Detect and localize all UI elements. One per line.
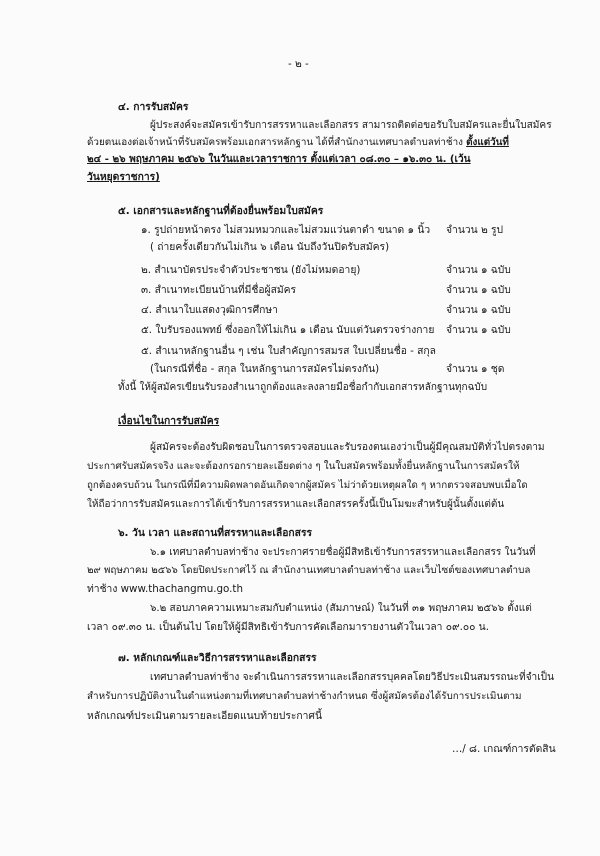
document-list-item: ๓. สำเนาทะเบียนบ้านที่มีชื่อผู้สมัคร bbox=[141, 284, 297, 296]
continuation-note: …/ ๘. เกณฑ์การตัดสิน bbox=[452, 743, 556, 755]
section-4-text: ด้วยตนเองต่อเจ้าหน้าที่รับสมัครพร้อมเอกสารหลักฐาน ได้ที่สำนักงานเทศบาลตำบลท่าช้าง bbox=[87, 137, 467, 148]
document-list-amount: จำนวน ๑ ชุด bbox=[446, 363, 505, 375]
section-7-paragraph-line: เทศบาลตำบลท่าช้าง จะดำเนินการสรรหาและเลือกสรรบุคคลโดยวิธีประเมินสมรรถนะที่จำเป็น bbox=[150, 672, 554, 683]
document-list-item: ๒. สำเนาบัตรประจำตัวประชาชน (ยังไม่หมดอายุ) bbox=[141, 264, 361, 276]
section-4-date-line: ๒๔ - ๒๖ พฤษภาคม ๒๕๖๖ ในวันและเวลาราชการ ตั้งแต่เวลา ๐๘.๓๐ – ๑๖.๓๐ น. (เว้น bbox=[87, 154, 471, 165]
section-4-date-line: วันหยุดราชการ) bbox=[87, 171, 160, 183]
section-4-paragraph-line bbox=[87, 135, 509, 151]
conditions-paragraph-line: ผู้สมัครจะต้องรับผิดชอบในการตรวจสอบและรับรองตนเองว่าเป็นผู้มีคุณสมบัติทั่วไปตรงตาม bbox=[150, 442, 545, 453]
section-6-paragraph-line: ๖.๑ เทศบาลตำบลท่าช้าง จะประกาศรายชื่อผู้มีสิทธิเข้ารับการสรรหาและเลือกสรร ในวันที่ bbox=[150, 547, 536, 558]
section-7-heading: ๗. หลักเกณฑ์และวิธีการสรรหาและเลือกสรร bbox=[118, 652, 317, 664]
document-list-item: ๔. สำเนาใบแสดงวุฒิการศึกษา bbox=[141, 304, 278, 316]
document-list-amount: จำนวน ๑ ฉบับ bbox=[446, 304, 511, 316]
section-6-paragraph-line: ท่าช้าง www.thachangmu.go.th bbox=[87, 583, 243, 595]
document-list-item: ๕. สำเนาหลักฐานอื่น ๆ เช่น ใบสำคัญการสมรส ใบเปลี่ยนชื่อ - สกุล bbox=[141, 345, 436, 357]
document-list-item: (ในกรณีที่ชื่อ - สกุล ในหลักฐานการสมัครไม่ตรงกัน) bbox=[150, 363, 380, 375]
section-5-heading: ๕. เอกสารและหลักฐานที่ต้องยื่นพร้อมใบสมัคร bbox=[118, 205, 324, 217]
document-list-item: ๕. ใบรับรองแพทย์ ซึ่งออกให้ไม่เกิน ๑ เดือน นับแต่วันตรวจร่างกาย bbox=[141, 324, 435, 336]
conditions-paragraph-line: ถูกต้องครบถ้วน ในกรณีที่มีความผิดพลาดอันเกิดจากผู้สมัคร ไม่ว่าด้วยเหตุผลใด ๆ หากตรวจสอบพบเมื่อใด bbox=[87, 480, 528, 491]
conditions-heading: เงื่อนไขในการรับสมัคร bbox=[118, 415, 220, 427]
section-7-paragraph-line: หลักเกณฑ์ประเมินตามรายละเอียดแนบท้ายประกาศนี้ bbox=[87, 710, 322, 722]
document-list-item: ( ถ่ายครั้งเดียวกันไม่เกิน ๖ เดือน นับถึงวันปิดรับสมัคร) bbox=[150, 241, 390, 253]
section-6-paragraph-line: ๒๙ พฤษภาคม ๒๕๖๖ โดยปิดประกาศไว้ ณ สำนักงานเทศบาลตำบลท่าช้าง และเว็บไซต์ของเทศบาลตำบล bbox=[87, 565, 531, 576]
section-6-paragraph-line: เวลา ๐๙.๓๐ น. เป็นต้นไป โดยให้ผู้มีสิทธิเข้ารับการคัดเลือกมารายงานตัวในเวลา ๐๙.๐๐ น. bbox=[87, 621, 489, 633]
section-4-date-highlight: ตั้งแต่วันที่ bbox=[466, 137, 509, 148]
section-7-paragraph-line: สำหรับการปฏิบัติงานในตำแหน่งตามที่เทศบาลตำบลท่าช้างกำหนด ซึ่งผู้สมัครต้องได้รับการประเมินตาม bbox=[87, 691, 522, 702]
document-list-amount: จำนวน ๑ ฉบับ bbox=[446, 284, 511, 296]
section-4-heading: ๔. การรับสมัคร bbox=[118, 101, 189, 113]
document-list-amount: จำนวน ๑ ฉบับ bbox=[446, 324, 511, 336]
section-4-paragraph-line: ผู้ประสงค์จะสมัครเข้ารับการสรรหาและเลือกสรร สามารถติดต่อขอรับใบสมัครและยื่นใบสมัคร bbox=[150, 120, 552, 131]
document-list-amount: จำนวน ๑ ฉบับ bbox=[446, 264, 511, 276]
document-list-amount: จำนวน ๒ รูป bbox=[446, 224, 504, 236]
section-6-paragraph-line: ๖.๒ สอบภาคความเหมาะสมกับตำแหน่ง (สัมภาษณ์) ในวันที่ ๓๑ พฤษภาคม ๒๕๖๖ ตั้งแต่ bbox=[150, 603, 532, 614]
conditions-paragraph-line: ประกาศรับสมัครจริง และจะต้องกรอกรายละเอียดต่าง ๆ ในใบสมัครพร้อมทั้งยื่นหลักฐานในการสมัครให้ bbox=[87, 461, 520, 472]
page-number: - ๒ - bbox=[288, 58, 309, 70]
conditions-paragraph-line: ให้ถือว่าการรับสมัครและการได้เข้ารับการสรรหาและเลือกสรรครั้งนี้เป็นโมฆะสำหรับผู้นั้นตั้งแต่ต้น bbox=[87, 499, 505, 510]
document-list-item: ๑. รูปถ่ายหน้าตรง ไม่สวมหมวกและไม่สวมแว่นตาดำ ขนาด ๑ นิ้ว bbox=[141, 224, 431, 236]
section-6-heading: ๖. วัน เวลา และสถานที่สรรหาและเลือกสรร bbox=[118, 527, 313, 539]
section-5-footer: ทั้งนี้ ให้ผู้สมัครเขียนรับรองสำเนาถูกต้องและลงลายมือชื่อกำกับเอกสารหลักฐานทุกฉบับ bbox=[118, 382, 488, 393]
